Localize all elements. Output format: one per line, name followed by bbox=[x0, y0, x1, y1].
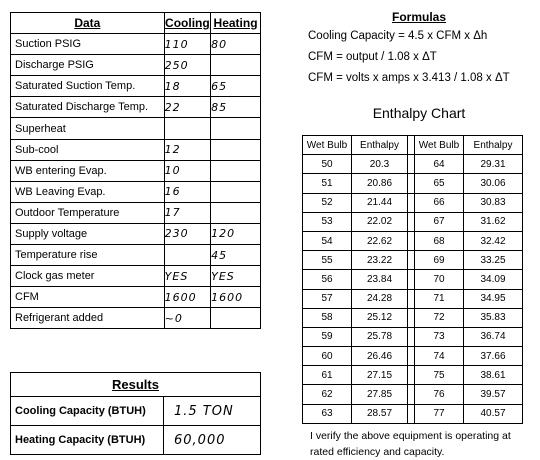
cooling-value: YES bbox=[164, 266, 210, 287]
column-gap bbox=[408, 174, 415, 193]
column-gap bbox=[408, 251, 415, 270]
cooling-value: 16 bbox=[164, 181, 210, 202]
data-row-label: Saturated Suction Temp. bbox=[11, 76, 165, 97]
wet-bulb-cell: 61 bbox=[303, 366, 352, 385]
enthalpy-cell: 37.66 bbox=[464, 347, 523, 366]
data-row bbox=[11, 308, 261, 329]
wet-bulb-cell: 74 bbox=[415, 347, 464, 366]
heating-capacity-label: Heating Capacity (BTUH) bbox=[11, 426, 164, 454]
header-heating: Heating bbox=[211, 13, 261, 34]
verification-statement: I verify the above equipment is operating at rated efficiency and capacity. bbox=[310, 430, 511, 458]
column-gap bbox=[408, 136, 415, 155]
wet-bulb-cell: 62 bbox=[303, 385, 352, 404]
data-row-label: Saturated Discharge Temp. bbox=[11, 97, 165, 118]
enthalpy-cell: 23.22 bbox=[352, 251, 408, 270]
enthalpy-row bbox=[303, 155, 523, 174]
wet-bulb-cell: 50 bbox=[303, 155, 352, 174]
wet-bulb-cell: 67 bbox=[415, 212, 464, 231]
enthalpy-row bbox=[303, 347, 523, 366]
data-row bbox=[11, 202, 261, 223]
wet-bulb-cell: 73 bbox=[415, 327, 464, 346]
enthalpy-cell: 31.62 bbox=[464, 212, 523, 231]
column-gap bbox=[408, 212, 415, 231]
wet-bulb-cell: 58 bbox=[303, 308, 352, 327]
wet-bulb-cell: 57 bbox=[303, 289, 352, 308]
data-table-header bbox=[11, 13, 261, 34]
column-gap bbox=[408, 385, 415, 404]
enthalpy-cell: 34.95 bbox=[464, 289, 523, 308]
column-gap bbox=[408, 308, 415, 327]
enthalpy-row bbox=[303, 270, 523, 289]
cooling-value bbox=[164, 245, 210, 266]
results-box bbox=[10, 372, 261, 455]
data-row-label: WB Leaving Evap. bbox=[11, 181, 165, 202]
data-row-label: Outdoor Temperature bbox=[11, 202, 165, 223]
column-gap bbox=[408, 366, 415, 385]
wet-bulb-cell: 60 bbox=[303, 347, 352, 366]
heating-value: 1600 bbox=[211, 287, 261, 308]
enthalpy-table bbox=[302, 135, 523, 424]
enthalpy-cell: 20.3 bbox=[352, 155, 408, 174]
heating-value bbox=[211, 118, 261, 139]
wet-bulb-cell: 52 bbox=[303, 193, 352, 212]
header-enthalpy: Enthalpy bbox=[352, 136, 408, 155]
data-row-label: Superheat bbox=[11, 118, 165, 139]
enthalpy-cell: 23.84 bbox=[352, 270, 408, 289]
column-gap bbox=[408, 193, 415, 212]
heating-value bbox=[211, 139, 261, 160]
enthalpy-row bbox=[303, 193, 523, 212]
enthalpy-row bbox=[303, 385, 523, 404]
header-wet-bulb: Wet Bulb bbox=[303, 136, 352, 155]
enthalpy-cell: 22.62 bbox=[352, 231, 408, 250]
cooling-value: ~0 bbox=[164, 308, 210, 329]
data-row bbox=[11, 160, 261, 181]
wet-bulb-cell: 65 bbox=[415, 174, 464, 193]
data-row-label: WB entering Evap. bbox=[11, 160, 165, 181]
enthalpy-row bbox=[303, 404, 523, 423]
results-title: Results bbox=[112, 377, 159, 392]
cooling-value: 17 bbox=[164, 202, 210, 223]
data-row-label: Temperature rise bbox=[11, 245, 165, 266]
enthalpy-row bbox=[303, 174, 523, 193]
enthalpy-cell: 27.85 bbox=[352, 385, 408, 404]
results-row-cooling bbox=[11, 396, 260, 425]
formulas-title: Formulas bbox=[391, 10, 446, 24]
cooling-value: 230 bbox=[164, 223, 210, 244]
enthalpy-cell: 25.78 bbox=[352, 327, 408, 346]
enthalpy-cell: 22.02 bbox=[352, 212, 408, 231]
wet-bulb-cell: 71 bbox=[415, 289, 464, 308]
wet-bulb-cell: 76 bbox=[415, 385, 464, 404]
data-row bbox=[11, 76, 261, 97]
enthalpy-row bbox=[303, 212, 523, 231]
data-row-label: Suction PSIG bbox=[11, 34, 165, 55]
heating-value: 85 bbox=[211, 97, 261, 118]
enthalpy-cell: 35.83 bbox=[464, 308, 523, 327]
wet-bulb-cell: 63 bbox=[303, 404, 352, 423]
heating-value: 45 bbox=[211, 245, 261, 266]
heating-value bbox=[211, 160, 261, 181]
wet-bulb-cell: 75 bbox=[415, 366, 464, 385]
wet-bulb-cell: 54 bbox=[303, 231, 352, 250]
heating-value: 80 bbox=[211, 34, 261, 55]
data-row bbox=[11, 245, 261, 266]
column-gap bbox=[408, 270, 415, 289]
data-row bbox=[11, 287, 261, 308]
cooling-value: 110 bbox=[164, 34, 210, 55]
enthalpy-row bbox=[303, 251, 523, 270]
enthalpy-cell: 29.31 bbox=[464, 155, 523, 174]
formula-line: CFM = volts x amps x 3.413 / 1.08 x ΔT bbox=[308, 72, 510, 84]
cooling-capacity-label: Cooling Capacity (BTUH) bbox=[11, 397, 164, 425]
heating-value: 65 bbox=[211, 76, 261, 97]
cooling-capacity-value: 1.5 TON bbox=[174, 403, 234, 419]
data-row-label: Sub-cool bbox=[11, 139, 165, 160]
enthalpy-row bbox=[303, 366, 523, 385]
enthalpy-cell: 30.83 bbox=[464, 193, 523, 212]
data-row bbox=[11, 266, 261, 287]
heating-value bbox=[211, 202, 261, 223]
wet-bulb-cell: 70 bbox=[415, 270, 464, 289]
wet-bulb-cell: 69 bbox=[415, 251, 464, 270]
wet-bulb-cell: 77 bbox=[415, 404, 464, 423]
data-row-label: Supply voltage bbox=[11, 223, 165, 244]
enthalpy-chart-title: Enthalpy Chart bbox=[372, 105, 466, 121]
header-data: Data bbox=[11, 13, 165, 34]
cooling-value: 22 bbox=[164, 97, 210, 118]
enthalpy-cell: 30.06 bbox=[464, 174, 523, 193]
data-row-label: Refrigerant added bbox=[11, 308, 165, 329]
wet-bulb-cell: 64 bbox=[415, 155, 464, 174]
cooling-value: 18 bbox=[164, 76, 210, 97]
wet-bulb-cell: 53 bbox=[303, 212, 352, 231]
enthalpy-cell: 25.12 bbox=[352, 308, 408, 327]
cooling-value: 12 bbox=[164, 139, 210, 160]
enthalpy-cell: 38.61 bbox=[464, 366, 523, 385]
wet-bulb-cell: 55 bbox=[303, 251, 352, 270]
heating-value: 120 bbox=[211, 223, 261, 244]
data-row bbox=[11, 139, 261, 160]
enthalpy-cell: 28.57 bbox=[352, 404, 408, 423]
data-row-label: CFM bbox=[11, 287, 165, 308]
data-row bbox=[11, 34, 261, 55]
header-cooling: Cooling bbox=[164, 13, 210, 34]
column-gap bbox=[408, 231, 415, 250]
wet-bulb-cell: 59 bbox=[303, 327, 352, 346]
enthalpy-row bbox=[303, 327, 523, 346]
cooling-value: 1600 bbox=[164, 287, 210, 308]
data-row bbox=[11, 97, 261, 118]
data-table bbox=[10, 12, 261, 329]
header-wet-bulb: Wet Bulb bbox=[415, 136, 464, 155]
enthalpy-cell: 26.46 bbox=[352, 347, 408, 366]
wet-bulb-cell: 51 bbox=[303, 174, 352, 193]
column-gap bbox=[408, 289, 415, 308]
data-row-label: Discharge PSIG bbox=[11, 55, 165, 76]
heating-value bbox=[211, 308, 261, 329]
enthalpy-cell: 33.25 bbox=[464, 251, 523, 270]
formula-line: CFM = output / 1.08 x ΔT bbox=[308, 51, 437, 63]
column-gap bbox=[408, 347, 415, 366]
header-enthalpy: Enthalpy bbox=[464, 136, 523, 155]
enthalpy-cell: 40.57 bbox=[464, 404, 523, 423]
enthalpy-row bbox=[303, 231, 523, 250]
enthalpy-row bbox=[303, 308, 523, 327]
enthalpy-cell: 39.57 bbox=[464, 385, 523, 404]
enthalpy-cell: 27.15 bbox=[352, 366, 408, 385]
heating-capacity-value: 60,000 bbox=[174, 432, 226, 448]
data-row bbox=[11, 55, 261, 76]
enthalpy-header-row bbox=[303, 136, 523, 155]
wet-bulb-cell: 68 bbox=[415, 231, 464, 250]
data-row bbox=[11, 223, 261, 244]
data-row-label: Clock gas meter bbox=[11, 266, 165, 287]
heating-value bbox=[211, 55, 261, 76]
formulas-section bbox=[300, 10, 538, 93]
column-gap bbox=[408, 404, 415, 423]
enthalpy-row bbox=[303, 289, 523, 308]
enthalpy-cell: 21.44 bbox=[352, 193, 408, 212]
cooling-value: 250 bbox=[164, 55, 210, 76]
enthalpy-cell: 32.42 bbox=[464, 231, 523, 250]
column-gap bbox=[408, 327, 415, 346]
enthalpy-cell: 36.74 bbox=[464, 327, 523, 346]
column-gap bbox=[408, 155, 415, 174]
enthalpy-cell: 34.09 bbox=[464, 270, 523, 289]
heating-value: YES bbox=[211, 266, 261, 287]
enthalpy-cell: 20.86 bbox=[352, 174, 408, 193]
cooling-value bbox=[164, 118, 210, 139]
formula-line: Cooling Capacity = 4.5 x CFM x Δh bbox=[308, 30, 488, 42]
heating-value bbox=[211, 181, 261, 202]
wet-bulb-cell: 72 bbox=[415, 308, 464, 327]
enthalpy-cell: 24.28 bbox=[352, 289, 408, 308]
wet-bulb-cell: 56 bbox=[303, 270, 352, 289]
cooling-value: 10 bbox=[164, 160, 210, 181]
results-row-heating bbox=[11, 425, 260, 454]
data-row bbox=[11, 118, 261, 139]
wet-bulb-cell: 66 bbox=[415, 193, 464, 212]
data-row bbox=[11, 181, 261, 202]
